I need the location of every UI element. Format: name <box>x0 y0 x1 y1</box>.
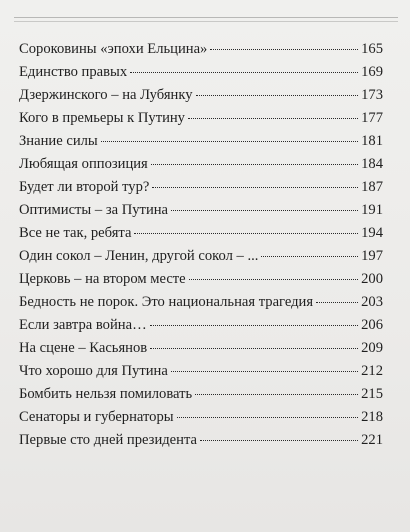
toc-entry <box>19 409 383 432</box>
toc-entry-page: 173 <box>361 87 383 103</box>
toc-entry-title: Оптимисты – за Путина <box>19 202 169 218</box>
toc-entry-page: 169 <box>361 64 383 80</box>
dot-leader <box>196 95 359 96</box>
toc-entry-page: 187 <box>361 179 383 195</box>
toc-entry <box>19 41 383 64</box>
toc-entry-title: Церковь – на втором месте <box>19 271 186 287</box>
toc-entry-page: 197 <box>361 248 383 264</box>
toc-entry-page: 177 <box>361 110 383 126</box>
dot-leader <box>171 371 358 372</box>
toc-entry-page: 194 <box>361 225 383 241</box>
toc-entry-page: 203 <box>361 294 383 310</box>
toc-entry-page: 215 <box>361 386 383 402</box>
dot-leader <box>188 118 358 119</box>
toc-entry <box>19 202 383 225</box>
toc-entry <box>19 294 383 317</box>
dot-leader <box>150 325 358 326</box>
dot-leader <box>150 348 358 349</box>
dot-leader <box>200 440 358 441</box>
toc-entry-title: Кого в премьеры к Путину <box>19 110 185 126</box>
toc-entry-title: Один сокол – Ленин, другой сокол – ... <box>19 248 259 264</box>
toc-entry-title: Сенаторы и губернаторы <box>19 409 174 425</box>
dot-leader <box>130 72 358 73</box>
toc-entry-page: 184 <box>361 156 383 172</box>
toc-entry <box>19 363 383 386</box>
toc-entry <box>19 110 383 133</box>
toc-entry-title: Знание силы <box>19 133 98 149</box>
table-of-contents <box>19 41 383 455</box>
toc-entry <box>19 386 383 409</box>
toc-entry-title: Единство правых <box>19 64 128 80</box>
toc-entry-title: Что хорошо для Путина <box>19 363 168 379</box>
dot-leader <box>316 302 358 303</box>
toc-entry <box>19 271 383 294</box>
toc-entry-title: Любящая оппозиция <box>19 156 148 172</box>
dot-leader <box>210 49 358 50</box>
toc-entry <box>19 156 383 179</box>
toc-entry-title: Сороковины «эпохи Ельцина» <box>19 41 208 57</box>
toc-entry-page: 200 <box>361 271 383 287</box>
toc-entry-title: На сцене – Касьянов <box>19 340 148 356</box>
toc-entry <box>19 248 383 271</box>
toc-entry-page: 165 <box>361 41 383 57</box>
dot-leader <box>134 233 358 234</box>
toc-entry-page: 221 <box>361 432 383 448</box>
dot-leader <box>261 256 358 257</box>
dot-leader <box>177 417 359 418</box>
dot-leader <box>151 164 358 165</box>
toc-entry-title: Все не так, ребята <box>19 225 132 241</box>
dot-leader <box>101 141 358 142</box>
dot-leader <box>195 394 358 395</box>
toc-entry-page: 191 <box>361 202 383 218</box>
dot-leader <box>152 187 358 188</box>
toc-entry <box>19 87 383 110</box>
toc-entry <box>19 340 383 363</box>
dot-leader <box>189 279 358 280</box>
toc-entry-page: 209 <box>361 340 383 356</box>
toc-entry-page: 181 <box>361 133 383 149</box>
toc-entry-page: 212 <box>361 363 383 379</box>
toc-entry-title: Бедность не порок. Это национальная трагедия <box>19 294 314 310</box>
toc-entry-title: Первые сто дней президента <box>19 432 197 448</box>
toc-entry-title: Бомбить нельзя помиловать <box>19 386 193 402</box>
toc-entry-title: Дзержинского – на Лубянку <box>19 87 193 103</box>
toc-entry-title: Будет ли второй тур? <box>19 179 150 195</box>
toc-entry <box>19 133 383 156</box>
toc-entry <box>19 225 383 248</box>
toc-entry <box>19 317 383 340</box>
header-rule <box>14 17 398 22</box>
toc-entry-page: 218 <box>361 409 383 425</box>
toc-entry <box>19 432 383 455</box>
toc-entry <box>19 64 383 87</box>
toc-entry <box>19 179 383 202</box>
toc-entry-page: 206 <box>361 317 383 333</box>
dot-leader <box>171 210 358 211</box>
toc-entry-title: Если завтра война… <box>19 317 147 333</box>
